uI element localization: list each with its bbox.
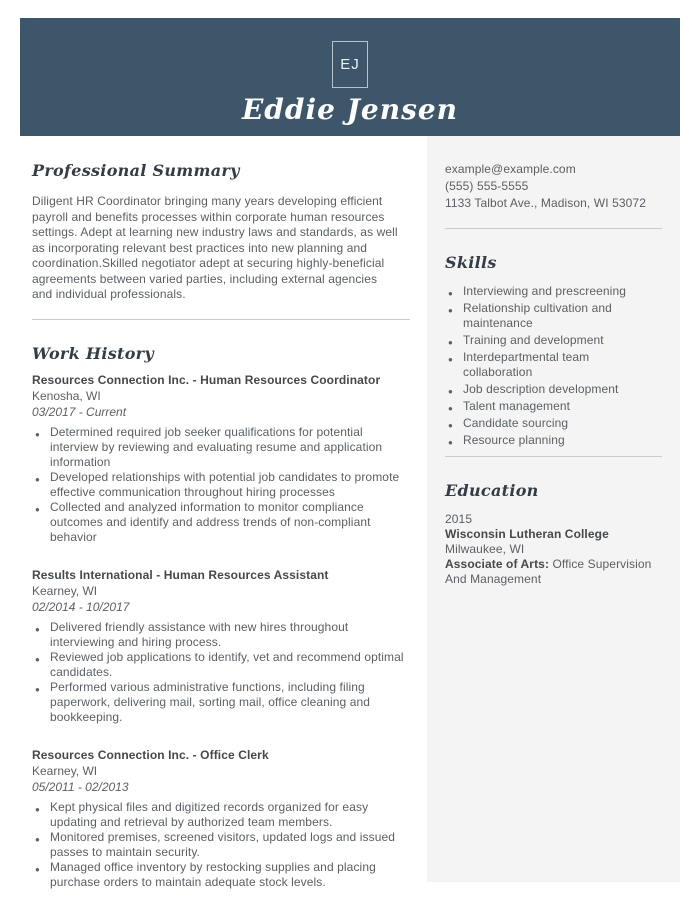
education-year: 2015 [445,512,473,526]
job-entry [32,372,410,545]
job-location: Kearney, WI [32,583,98,598]
section-divider [32,319,410,320]
job-title: Resources Connection Inc. - Office Clerk [32,747,269,762]
monogram-box [332,41,368,88]
skill-item: ● Interviewing and prescreening [445,284,662,299]
skill-item: ● Job description development [445,382,662,397]
job-bullet: ● Delivered friendly assistance with new hires throughout interviewing and hiring process. [32,620,410,650]
job-dates: 02/2014 - 10/2017 [32,599,130,614]
education-degree-detail: Office Supervision And Management [445,557,652,586]
job-bullet: ● Collected and analyzed information to monitor compliance outcomes and identify and address trends of non-compliant behavior [32,500,410,545]
summary-text: Diligent HR Coordinator bringing many years developing efficient payroll and benefits processes within corporate human resources settings. Adept at learning new industry laws and standards, as well as incorporating relevant best practices into new planning and coordination.Skilled negotiator adept at securing highly-beneficial agreements between varied parties, including external agencies and individual professionals. [32,194,398,301]
education-school: Wisconsin Lutheran College [445,527,609,541]
education-degree-label: Associate of Arts: [445,557,550,571]
section-heading-education: Education [445,481,539,500]
skill-item: ● Candidate sourcing [445,416,662,431]
job-dates: 03/2017 - Current [32,404,127,419]
section-heading-skills: Skills [445,253,497,272]
section-heading-work-history: Work History [32,343,155,363]
candidate-name: Eddie Jensen [241,93,459,126]
job-bullets [32,620,410,725]
job-bullets [32,425,410,545]
skill-item: ● Training and development [445,333,662,348]
job-location: Kenosha, WI [32,388,101,403]
skills-list [445,284,662,448]
contact-address: 1133 Talbot Ave., Madison, WI 53072 [445,196,646,210]
skill-item: ● Relationship cultivation and maintenance [445,301,662,331]
job-location: Kearney, WI [32,763,98,778]
contact-block [445,161,662,212]
job-title: Results International - Human Resources Assistant [32,567,329,582]
education-location: Milwaukee, WI [445,542,525,556]
job-bullet: ● Developed relationships with potential job candidates to promote effective communication throughout hiring processes [32,470,410,500]
job-bullet: ● Performed various administrative functions, including filing paperwork, delivering mail, sorting mail, office cleaning and bookkeeping. [32,680,410,725]
skill-item: ● Interdepartmental team collaboration [445,350,662,380]
education-degree [445,557,662,587]
job-bullet: ● Monitored premises, screened visitors, updated logs and issued passes to maintain security. [32,830,410,860]
section-divider [445,228,662,229]
job-bullet: ● Reviewed job applications to identify, vet and recommend optimal candidates. [32,650,410,680]
sidebar [427,136,680,882]
section-heading-summary: Professional Summary [32,161,240,180]
job-entry [32,747,410,890]
skill-item: ● Resource planning [445,433,662,448]
header-band [20,18,680,136]
job-bullet: ● Managed office inventory by restocking supplies and placing purchase orders to maintain adequate stock levels. [32,860,410,890]
contact-phone: (555) 555-5555 [445,179,529,193]
skill-item: ● Talent management [445,399,662,414]
section-divider [445,456,662,457]
education-block [445,512,662,587]
job-bullets [32,800,410,890]
job-dates: 05/2011 - 02/2013 [32,779,129,794]
job-bullet: ● Determined required job seeker qualifications for potential interview by reviewing and evaluating resume and application information [32,425,410,470]
contact-email: example@example.com [445,162,576,176]
monogram-initials: EJ [340,56,360,73]
job-entry [32,567,410,725]
job-title: Resources Connection Inc. - Human Resources Coordinator [32,372,381,387]
job-bullet: ● Kept physical files and digitized records organized for easy updating and retrieval by authorized team members. [32,800,410,830]
main-column [32,136,410,890]
